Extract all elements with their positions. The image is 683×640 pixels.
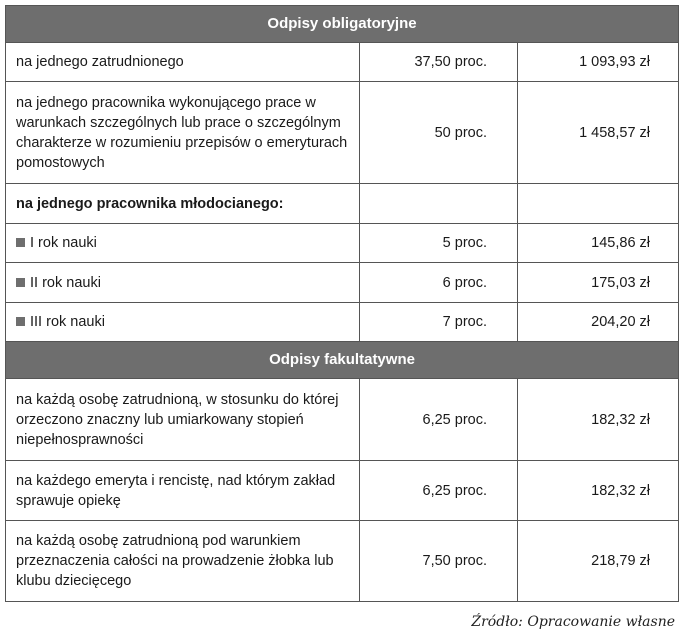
section-header-obligatory: [6, 6, 679, 43]
row-label: II rok nauki: [30, 274, 101, 291]
row-amount: 218,79 zł: [518, 521, 679, 602]
square-bullet-icon: [16, 238, 25, 247]
table-row: [6, 461, 679, 521]
row-label: na jednego zatrudnionego: [6, 43, 360, 82]
row-percent: 6,25 proc.: [360, 461, 518, 521]
row-percent: 7,50 proc.: [360, 521, 518, 602]
row-label: na każdą osobę zatrudnioną, w stosunku do której orzeczono znaczny lub umiarkowany stopień niepełnosprawności: [6, 379, 360, 461]
row-amount: 145,86 zł: [518, 224, 679, 263]
row-label: na każdego emeryta i rencistę, nad którym zakład sprawuje opiekę: [6, 461, 360, 521]
row-label-cell: [6, 224, 360, 263]
square-bullet-icon: [16, 278, 25, 287]
row-amount: 1 458,57 zł: [518, 82, 679, 184]
source-note: Źródło: Opracowanie własne: [471, 614, 675, 630]
row-amount: 1 093,93 zł: [518, 43, 679, 82]
empty-cell: [360, 184, 518, 224]
row-percent: 6 proc.: [360, 263, 518, 303]
table-row: [6, 82, 679, 184]
section-header-optional: [6, 342, 679, 379]
row-label-cell: [6, 303, 360, 342]
table-row: [6, 224, 679, 263]
row-label-cell: [6, 263, 360, 303]
row-label: I rok nauki: [30, 235, 97, 251]
square-bullet-icon: [16, 317, 25, 326]
row-label: na każdą osobę zatrudnioną pod warunkiem przeznaczenia całości na prowadzenie żłobka lub klubu dziecięcego: [6, 521, 360, 602]
table-row: [6, 303, 679, 342]
row-percent: 5 proc.: [360, 224, 518, 263]
juvenile-header-row: [6, 184, 679, 224]
row-amount: 182,32 zł: [518, 461, 679, 521]
row-percent: 37,50 proc.: [360, 43, 518, 82]
table-row: [6, 263, 679, 303]
row-percent: 7 proc.: [360, 303, 518, 342]
empty-cell: [518, 184, 679, 224]
section-title: Odpisy obligatoryjne: [6, 6, 679, 43]
section-title: Odpisy fakultatywne: [6, 342, 679, 379]
row-amount: 182,32 zł: [518, 379, 679, 461]
table-row: [6, 43, 679, 82]
table-row: [6, 379, 679, 461]
juvenile-header: na jednego pracownika młodocianego:: [6, 184, 360, 224]
allowance-table: [5, 5, 679, 602]
row-percent: 50 proc.: [360, 82, 518, 184]
row-label: III rok nauki: [30, 314, 105, 330]
row-amount: 175,03 zł: [518, 263, 679, 303]
row-amount: 204,20 zł: [518, 303, 679, 342]
row-percent: 6,25 proc.: [360, 379, 518, 461]
row-label: na jednego pracownika wykonującego prace w warunkach szczególnych lub prace o szczególnym charakterze w rozumieniu przepisów o emeryturach pomostowych: [6, 82, 360, 184]
table-row: [6, 521, 679, 602]
